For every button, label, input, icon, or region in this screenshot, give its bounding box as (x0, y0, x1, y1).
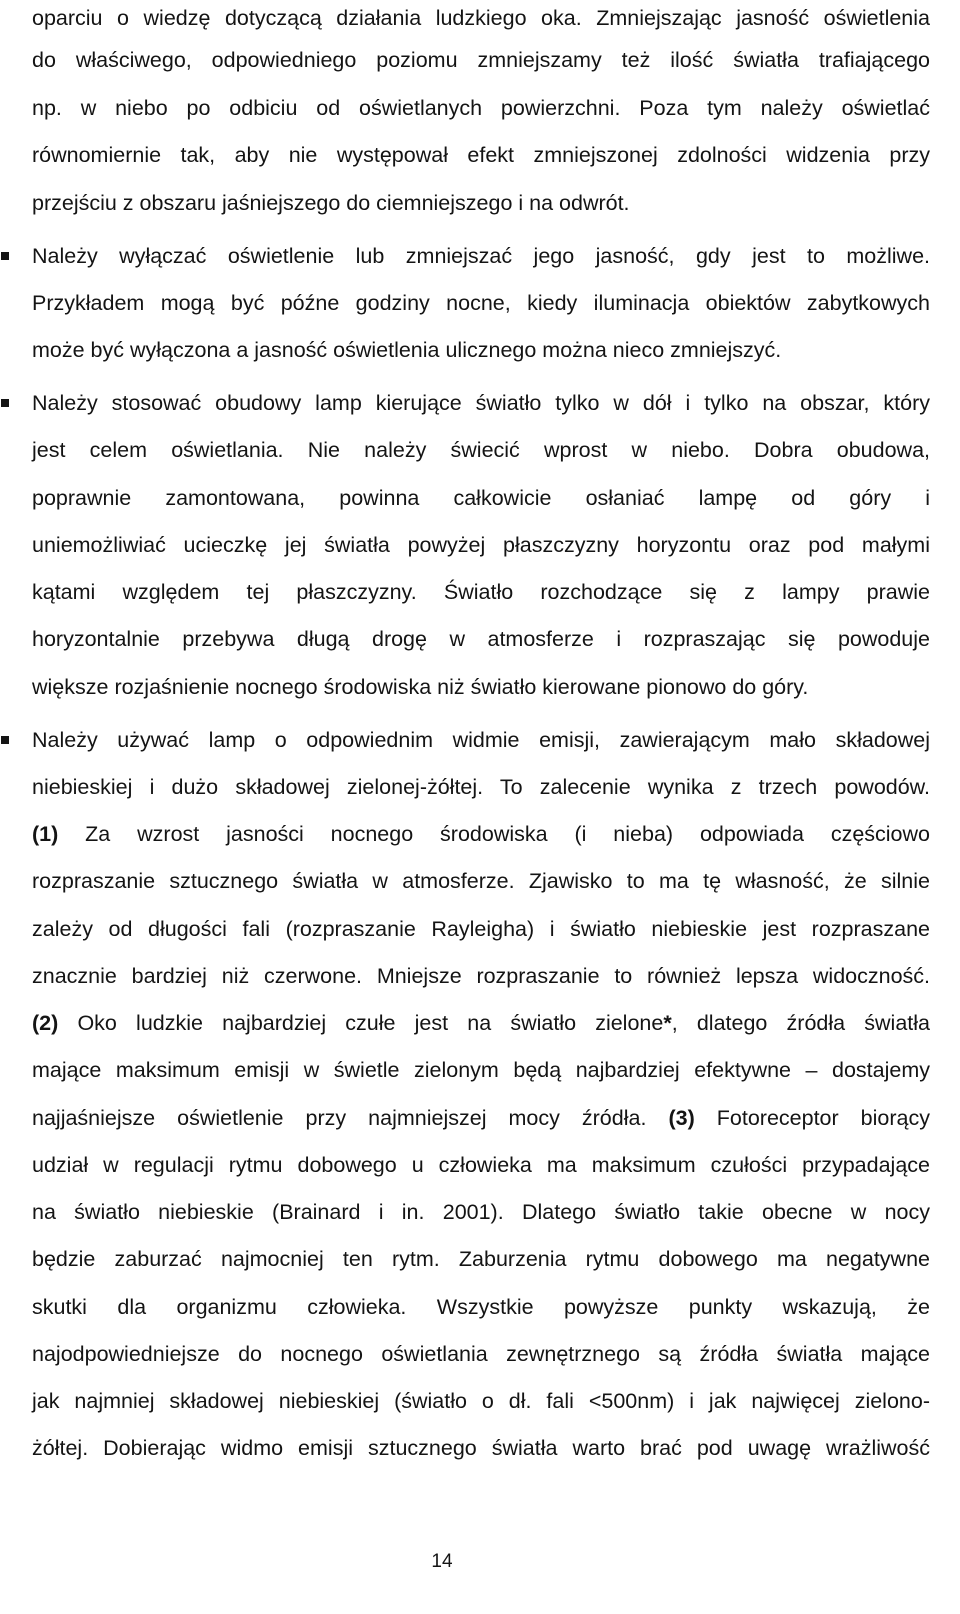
paragraph-line (32, 999, 930, 1047)
paragraph-line (32, 810, 930, 858)
paragraph-line: jak najmniej składowej niebieskiej (światło o dł. fali <500nm) i jak najwięcej zielono- (32, 1389, 930, 1413)
point-marker: (2) (32, 1011, 59, 1035)
bullet-text: Należy używać lamp o odpowiednim widmie emisji, zawierającym mało składowej (32, 728, 930, 752)
paragraph-line: mające maksimum emisji w świetle zielonym będą najbardziej efektywne – dostajemy (32, 1058, 930, 1082)
paragraph-line: przejściu z obszaru jaśniejszego do ciemniejszego i na odwrót. (32, 191, 630, 215)
paragraph-line: równomiernie tak, aby nie występował efekt zmniejszonej zdolności widzenia przy (32, 143, 930, 167)
paragraph-line: znacznie bardziej niż czerwone. Mniejsze rozpraszanie to również lepsza widoczność. (32, 964, 930, 988)
bullet-item (0, 379, 930, 427)
paragraph-text: Oko ludzkie najbardziej czułe jest na światło zielone (58, 1011, 664, 1035)
paragraph-line: udział w regulacji rytmu dobowego u człowieka ma maksimum czułości przypadające (32, 1153, 930, 1177)
point-marker: (1) (32, 822, 59, 846)
paragraph-line: kątami względem tej płaszczyzny. Światło rozchodzące się z lampy prawie (32, 580, 930, 604)
paragraph-text: , dlatego źródła światła (671, 1011, 930, 1035)
bullet-text: Należy stosować obudowy lamp kierujące światło tylko w dół i tylko na obszar, który (32, 391, 930, 415)
bullet-item (0, 232, 930, 280)
paragraph-line: na światło niebieskie (Brainard i in. 2001). Dlatego światło takie obecne w nocy (32, 1200, 930, 1224)
paragraph-line: zależy od długości fali (rozpraszanie Rayleigha) i światło niebieskie jest rozpraszane (32, 917, 930, 941)
paragraph-line: poprawnie zamontowana, powinna całkowicie osłaniać lampę od góry i (32, 486, 930, 510)
paragraph-line: żółtej. Dobierając widmo emisji sztucznego światła warto brać pod uwagę wrażliwość (32, 1436, 930, 1460)
paragraph-line: oparciu o wiedzę dotyczącą działania ludzkiego oka. Zmniejszając jasność oświetlenia (32, 6, 930, 30)
square-bullet-icon (1, 252, 9, 260)
square-bullet-icon (1, 399, 9, 407)
square-bullet-icon (1, 736, 9, 744)
paragraph-text: Fotoreceptor biorący (694, 1106, 930, 1130)
paragraph-line: uniemożliwiać ucieczkę jej światła powyżej płaszczyzny horyzontu oraz pod małymi (32, 533, 930, 557)
paragraph-line: może być wyłączona a jasność oświetlenia ulicznego można nieco zmniejszyć. (32, 338, 782, 362)
bullet-text: Należy wyłączać oświetlenie lub zmniejszać jego jasność, gdy jest to możliwe. (32, 244, 930, 268)
paragraph-line: do właściwego, odpowiedniego poziomu zmniejszamy też ilość światła trafiającego (32, 48, 930, 72)
point-marker: (3) (668, 1106, 695, 1130)
paragraph-line: np. w niebo po odbiciu od oświetlanych powierzchni. Poza tym należy oświetlać (32, 96, 930, 120)
paragraph-line: skutki dla organizmu człowieka. Wszystkie powyższe punkty wskazują, że (32, 1295, 930, 1319)
paragraph-line: niebieskiej i dużo składowej zielonej-żółtej. To zalecenie wynika z trzech powodów. (32, 775, 930, 799)
paragraph-line: Przykładem mogą być późne godziny nocne, kiedy iluminacja obiektów zabytkowych (32, 291, 930, 315)
paragraph-line: rozpraszanie sztucznego światła w atmosferze. Zjawisko to ma tę własność, że silnie (32, 869, 930, 893)
paragraph-line: jest celem oświetlania. Nie należy świecić wprost w niebo. Dobra obudowa, (32, 438, 930, 462)
paragraph-line: większe rozjaśnienie nocnego środowiska niż światło kierowane pionowo do góry. (32, 675, 809, 699)
paragraph-text: najjaśniejsze oświetlenie przy najmniejszej mocy źródła. (32, 1106, 669, 1130)
paragraph-line (32, 1094, 930, 1142)
bullet-item (0, 716, 930, 764)
paragraph-line: najodpowiedniejsze do nocnego oświetlania zewnętrznego są źródła światła mające (32, 1342, 930, 1366)
paragraph-line: horyzontalnie przebywa długą drogę w atmosferze i rozpraszając się powoduje (32, 627, 930, 651)
footnote-asterisk: * (663, 1011, 672, 1035)
paragraph-line: będzie zaburzać najmocniej ten rytm. Zaburzenia rytmu dobowego ma negatywne (32, 1247, 930, 1271)
page-number: 14 (431, 1551, 453, 1572)
paragraph-text: Za wzrost jasności nocnego środowiska (i nieba) odpowiada częściowo (58, 822, 930, 846)
